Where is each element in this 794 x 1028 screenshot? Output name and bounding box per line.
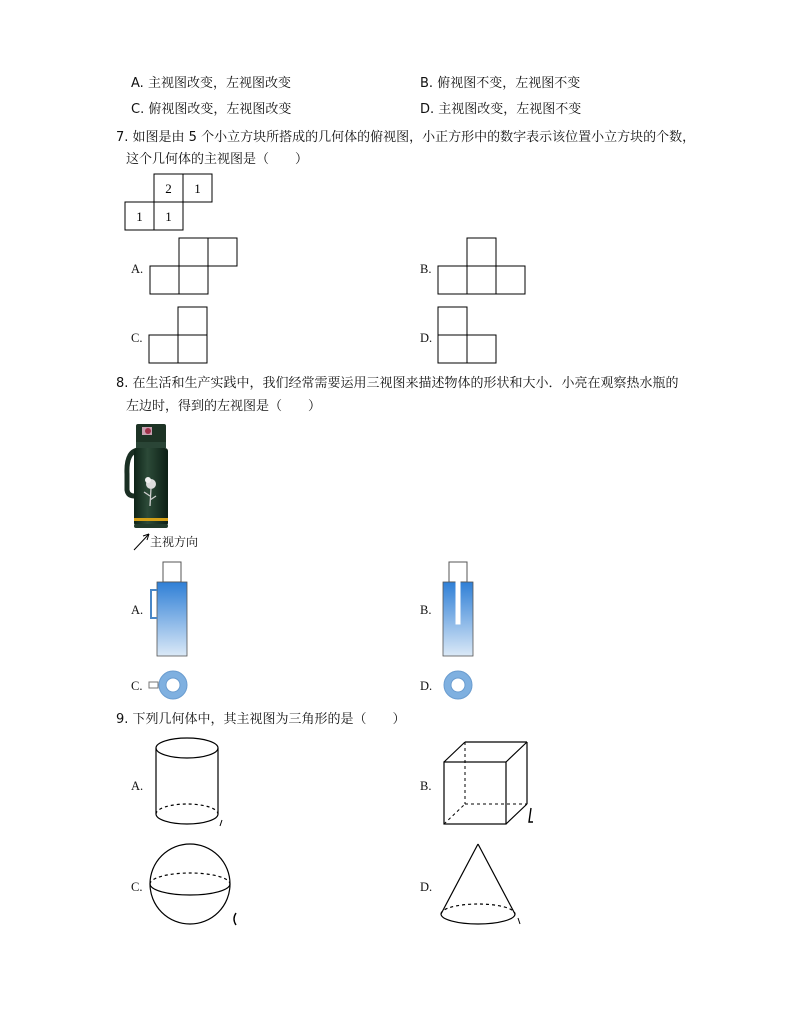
q9-option-c-label: C.	[131, 880, 143, 894]
q9-option-b-cube	[441, 740, 537, 830]
q9-option-c-sphere	[148, 841, 242, 931]
q9-option-a-label: A.	[131, 779, 144, 793]
q7-option-c-label: C.	[131, 331, 143, 345]
q9-option-b-label: B.	[420, 779, 432, 793]
q7-option-a-label: A.	[131, 262, 144, 276]
q9-stem: 9. 下列几何体中，其主视图为三角形的是（ ）	[116, 712, 406, 727]
q7-stem-line1: 7. 如图是由 5 个小立方块所搭成的几何体的俯视图，小正方形中的数字表示该位置小立方块的个数，	[116, 130, 696, 145]
q7-option-d-label: D.	[420, 331, 433, 345]
q8-option-a-label: A.	[131, 603, 144, 617]
q8-option-c-figure	[148, 670, 194, 704]
q7-option-b-label: B.	[420, 262, 432, 276]
q6-option-c: C. 俯视图改变，左视图改变	[131, 102, 292, 117]
q8-option-c-label: C.	[131, 679, 143, 693]
q7-top-number-3: 1	[136, 209, 143, 224]
q7-option-a-figure	[149, 237, 239, 297]
q6-option-a: A. 主视图改变，左视图改变	[131, 76, 291, 91]
q8-option-d-label: D.	[420, 679, 433, 693]
q7-top-number-2: 1	[194, 181, 201, 196]
q7-option-d-figure	[437, 306, 499, 366]
q8-stem-line1: 8. 在生活和生产实践中，我们经常需要运用三视图来描述物体的形状和大小．小亮在观察热水瓶的	[116, 376, 679, 391]
q7-top-view-figure	[124, 173, 216, 233]
q8-option-d-figure	[441, 670, 475, 704]
q7-top-number-1: 2	[165, 181, 172, 196]
thermos-bottle-image	[124, 422, 224, 552]
q8-option-a-figure	[148, 560, 192, 660]
q9-option-d-label: D.	[420, 880, 433, 894]
q9-option-d-cone	[438, 840, 524, 930]
q9-option-a-cylinder	[150, 736, 230, 832]
q7-top-number-4: 1	[165, 209, 172, 224]
q8-option-b-label: B.	[420, 603, 432, 617]
q8-option-b-figure	[436, 560, 480, 660]
q8-direction-label: 主视方向	[150, 535, 199, 549]
q7-stem-line2: 这个几何体的主视图是（ ）	[126, 152, 309, 167]
q7-option-c-figure	[148, 306, 210, 366]
q7-option-b-figure	[437, 237, 527, 297]
q8-stem-line2: 左边时，得到的左视图是（ ）	[126, 399, 322, 414]
q6-option-d: D. 主视图改变，左视图不变	[420, 102, 582, 117]
q6-option-b: B. 俯视图不变，左视图不变	[420, 76, 581, 91]
